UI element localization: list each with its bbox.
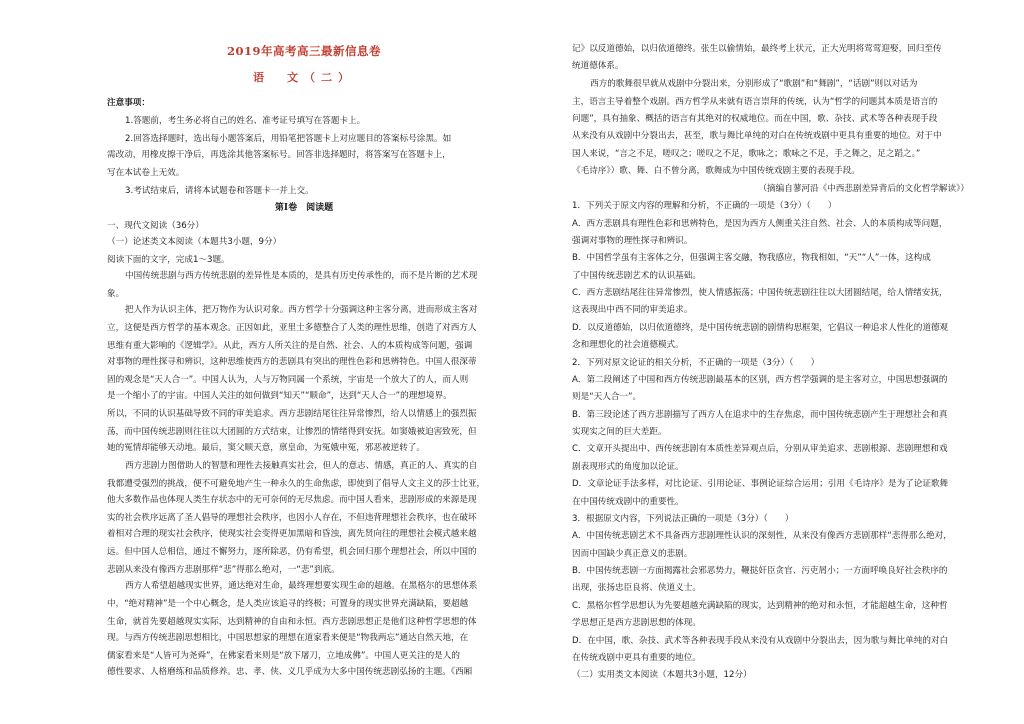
body-line: 对事物的理性探寻和辨识，这种思维使西方的悲剧具有突出的理性色彩和思辨特色。中国人很深蒂 [107, 357, 477, 367]
body-line: 是一个缩小了的宇宙。中国人关注的如何做到“知天”“顺命”，达到“天人合一”的理想境界。 [107, 391, 452, 401]
notice-line: 写在本试卷上无效。 [107, 168, 185, 178]
question-option: D．在中国，歌、杂技、武术等各种表现手段从来没有从戏剧中分裂出去，因为歌与舞比单纯的对白 [572, 636, 949, 646]
body-line: 把人作为认识主体，把万物作为认识对象。西方哲学十分强调这种主客分离，进而形成主客对 [125, 305, 478, 315]
body-line: 《毛诗序》）歌、舞、白不曾分离，歌舞成为中国传统戏剧主要的表现手段。 [572, 166, 860, 176]
exam-title: 2019年高考高三最新信息卷 [226, 44, 381, 58]
question-option: 强调对事物的理性探寻和辨识。 [572, 236, 693, 246]
body-line: 中，“绝对精神”是一个中心概念，是人类应该追寻的终极；可置身的现实世界充满缺陷，要超越 [107, 599, 469, 609]
question-stem: 3．根据原文内容，下列说法正确的一项是（3分）（ ） [572, 514, 794, 524]
question-option: 出现，张扬忠臣良将、侠道义士。 [572, 583, 701, 593]
body-line: 生命，就首先要超越现实实际，达到精神的自由和永恒。西方悲剧思想正是他们这种哲学思想的体 [107, 617, 477, 627]
body-line: 荡，而中国传统悲剧则往往以大团圆的方式结束，让惨烈的情绪得到安抚。如窦娥被迫害致死，但 [107, 427, 477, 437]
body-line: 记》以反道德始，以归依道德终。张生以偷情始，最终考上状元，正大光明将莺莺迎娶，回归至传 [572, 44, 942, 54]
reading-instruction: 阅读下面的文字，完成1～3题。 [107, 255, 230, 265]
question-stem: 2．下列对原文论证的相关分析，不正确的一项是（3分）（ ） [572, 358, 820, 368]
body-line: 远。但中国人总相信，通过不懈努力，逐所除恶，仍有希望，机会回归那个理想社会，所以中国的 [107, 547, 477, 557]
question-option: D．以反道德始，以归依道德终，是中国传统悲剧的剧情构思框架，它倡议一种追求人性化的道德观 [572, 323, 949, 333]
question-option: B．中国哲学虽有主客体之分，但强调主客交融，物我感应，物我相如，“天”“人”一体，这构成 [572, 253, 931, 263]
body-line: 西方人希望超越现实世界，通达绝对生命，最终理想要实现生命的超越。在黑格尔的思想体系 [125, 581, 478, 591]
body-line: 统道德体系。 [572, 61, 624, 71]
body-line: 儒家看来是“人皆可为尧舜”，在佛家看来则是“放下屠刀，立地成佛”。中国人更关注的是人的 [107, 651, 460, 661]
question-option: B．第三段论述了西方悲剧描写了西方人在追求中的生存焦虑，而中国传统悲剧产生于理想社会和真 [572, 410, 948, 420]
notice-line: 1.答题前，考生务必将自己的姓名、准考证号填写在答题卡上。 [125, 116, 366, 126]
body-line: 悲剧从来没有像西方悲剧那样“悲”得那么绝对，一“悲”到底。 [107, 565, 340, 575]
body-line: 国人来说，“言之不足，嗟叹之；嗟叹之不足，歌咏之；歌咏之不足，手之舞之，足之蹈之。” [572, 149, 921, 159]
question-option: 剧表现形式的角度加以论证。 [572, 462, 684, 472]
question-option: D．文章论证手法多样，对比论证、引用论证、事例论证综合运用；引用《毛诗序》是为了论证歌舞 [572, 479, 949, 489]
body-line: 现。与西方传统悲剧思想相比，中国思想家的理想在道家看来便是“物我两忘”通达自然天地，在 [107, 633, 469, 643]
question-option: 这表现出中西不同的审美追求。 [572, 305, 693, 315]
body-line: 德性要求、人格磨练和品质修养。忠、孝、侠、义几乎成为大多中国传统悲剧弘扬的主题。《西厢 [107, 667, 473, 677]
notice-line: 3.考试结束后，请将本试题卷和答题卡一并上交。 [125, 186, 314, 196]
question-option: 念和理想化的社会道德模式。 [572, 340, 684, 350]
body-line: 他大多数作品也体现人类生存状态中的无可奈何的无尽焦虑。而中国人看来，悲剧形成的来源是现 [107, 495, 477, 505]
body-line: 西方悲剧力图借助人的智慧和理性去接触真实社会，但人的意志、情感，真正的人、真实的自 [125, 461, 478, 471]
question-option: A．中国传统悲剧艺术不具备西方悲剧理性认识的深刻性，从来没有像西方悲剧那样“悲得那么绝对， [572, 531, 952, 541]
body-line: 着相对合理的现实社会秩序，使现实社会变得更加黑暗和昏浊，离先贤向往的理想社会模式越来越 [107, 529, 477, 539]
question-stem: 1．下列关于原文内容的理解和分析，不正确的一项是（3分）（ ） [572, 201, 837, 211]
question-option: A．西方悲剧具有理性色彩和思辨特色，是因为西方人侧重关注自然、社会、人的本质构成等问题， [572, 219, 948, 229]
body-line: 象。 [107, 289, 125, 299]
section-heading: 一、现代文阅读（36分） [107, 221, 204, 231]
body-line: 我都遭受强烈的挑战，便不可避免地产生一种永久的生命焦虑，即使到了倡导人文主义的莎士比亚， [107, 479, 486, 489]
body-line: 立，这便是西方哲学的基本观念。正因如此，亚里士多德整合了人类的理性思维，创造了对西方人 [107, 323, 477, 333]
body-line: 中国传统悲剧与西方传统悲剧的差异性是本质的，是具有历史传承性的，而不是片断的艺术现 [125, 271, 478, 281]
question-option: C．黑格尔哲学思想认为先要超越充满缺陷的现实，达到精神的绝对和永恒，才能超越生命，这种哲 [572, 601, 948, 611]
question-option: 了中国传统悲剧艺术的认识基础。 [572, 271, 701, 281]
notice-line: 2.回答选择题时，选出每小题答案后，用铅笔把答题卡上对应题目的答案标号涂黑。如 [125, 134, 452, 144]
notice-line: 需改动，用橡皮擦干净后，再选涂其他答案标号。回答非选择题时，将答案写在答题卡上， [107, 150, 451, 160]
body-line: 从来没有从戏剧中分裂出去，甚至，歌与舞比单纯的对白在传统戏剧中更具有重要的地位。对于中 [572, 131, 942, 141]
body-line: 实的社会秩序远离了圣人倡导的理想社会秩序，也因小人存在，不但违背理想社会秩序，也在破坏 [107, 513, 477, 523]
exam-subtitle: 语 文（二） [253, 71, 355, 84]
body-line: 西方的歌舞很早就从戏剧中分裂出来，分别形成了“歌剧”和“舞剧”，“话剧”则以对话为 [590, 79, 918, 89]
question-option: 实现实之间的巨大差距。 [572, 427, 667, 437]
next-section-heading: （二）实用类文本阅读（本题共3小题，12分） [572, 670, 752, 680]
body-line: 她的冤情却能够天动地。最后，窦父顺天意，禀皇命，为冤娥申冤，邪恶被逆转了。 [107, 443, 425, 453]
question-option: B．中国传统悲剧一方面揭露社会邪恶势力，鞭挞奸臣贪官、污吏屑小；一方面呼唤良好社会秩序的 [572, 566, 948, 576]
subsection-heading: （一）论述类文本阅读（本题共3小题，9分） [107, 237, 282, 247]
body-line: 所以，不同的认识基础导致不同的审美追求。西方悲剧结尾往往异常惨烈，给人以情感上的强烈振 [107, 409, 477, 419]
question-option: 在中国传统戏剧中的重要性。 [572, 497, 684, 507]
part-title: 第Ⅰ卷 阅读题 [274, 203, 334, 213]
question-option: C．西方悲剧结尾往往异常惨烈，使人情感振荡；中国传统悲剧往往以大团圆结尾，给人情绪安抚， [572, 288, 948, 298]
question-option: 因而中国缺少真正意义的悲剧。 [572, 549, 693, 559]
notice-heading: 注意事项： [107, 98, 150, 108]
body-line: 主，语言主导着整个戏剧。西方哲学从来就有语言崇拜的传统，认为“哲学的问题其本质是语言的 [572, 97, 938, 107]
body-line: 思维有重大影响的《逻辑学》。从此，西方人所关注的是自然、社会、人的本质构成等问题，强调 [107, 341, 473, 351]
question-option: C．文章开头提出中、西传统悲剧有本质性差异观点后，分别从审美追求、悲剧根源、悲剧理想和戏 [572, 444, 948, 454]
question-option: 学思想正是西方悲剧思想的体现。 [572, 618, 701, 628]
question-option: 则是“天人合一”。 [572, 392, 642, 402]
question-option: A．第二段阐述了中国和西方传统悲剧最基本的区别，西方哲学强调的是主客对立，中国思想强调的 [572, 375, 948, 385]
body-line: 固的观念是“天人合一”。中国人认为，人与万物同属一个系统，宇宙是一个放大了的人，而人则 [107, 375, 469, 385]
source-citation: （摘编自蓼河沿《中西悲剧差异背后的文化哲学解读》） [758, 184, 969, 194]
body-line: 问题”，具有抽象、概括的语言有其绝对的权威地位。而在中国，歌、杂技、武术等各种表现手段 [572, 114, 938, 124]
question-option: 在传统戏剧中更具有重要的地位。 [572, 653, 701, 663]
